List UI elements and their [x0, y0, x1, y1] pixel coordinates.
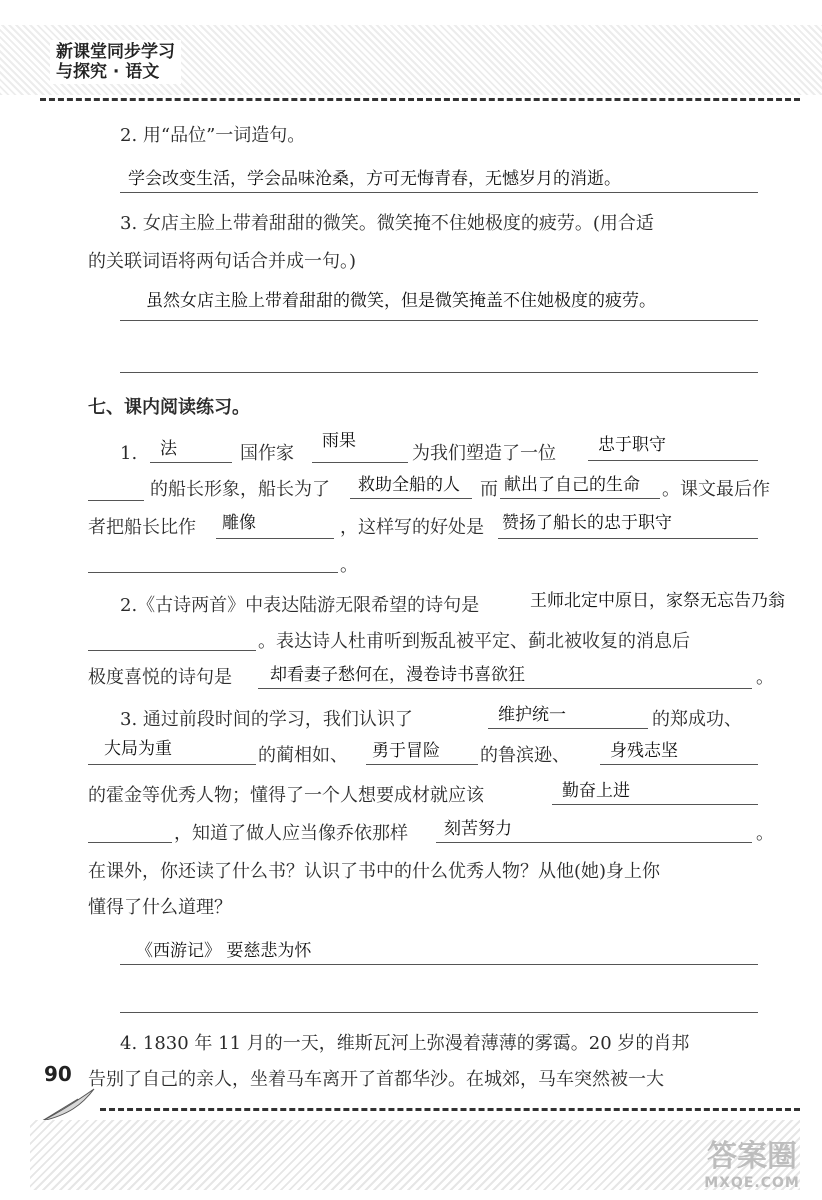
- i3-period: 。: [756, 823, 774, 844]
- i3-text-lin: 的蔺相如、: [258, 745, 348, 766]
- i2-text-lu: 2.《古诗两首》中表达陆游无限希望的诗句是: [120, 595, 480, 616]
- i3-line-huo: [600, 764, 758, 765]
- i3-line-qiao: [436, 842, 752, 843]
- i3-text-qiao: ，知道了做人应当像乔依那样: [174, 823, 408, 844]
- i1-num: 1.: [120, 443, 138, 464]
- i1-text-compare-pre: 者把船长比作: [88, 517, 196, 538]
- i3-line-should-cont: [88, 842, 172, 843]
- i1-answer-purpose: 救助全船的人: [358, 475, 460, 495]
- page-header: [0, 0, 822, 110]
- q3-answer-line: [120, 320, 758, 321]
- i3-answer-extra: 《西游记》 要慈悲为怀: [136, 941, 312, 961]
- i2-line-du: [258, 688, 752, 689]
- i3-line-lu: [366, 764, 478, 765]
- book-title: [50, 40, 181, 84]
- i3-text-zheng: 的郑成功、: [652, 709, 742, 730]
- i1-answer-author: 雨果: [322, 431, 356, 451]
- i3-text-extra-q1: 在课外，你还读了什么书？认识了书中的什么优秀人物？从他(她)身上你: [88, 861, 661, 882]
- i1-answer-compare: 雕像: [222, 513, 256, 533]
- i3-answer-zheng: 维护统一: [498, 705, 566, 725]
- i1-line-country: [150, 462, 232, 463]
- i1-text-trait-pre: 为我们塑造了一位: [412, 443, 556, 464]
- i1-answer-country: 法: [160, 439, 177, 459]
- book-title-line2: 与探究 · 语文: [56, 62, 160, 82]
- footer-divider: [100, 1108, 800, 1111]
- i2-line-lu-cont: [88, 650, 256, 651]
- i1-text-benefit-pre: ，这样写的好处是: [340, 517, 484, 538]
- i2-answer-du: 却看妻子愁何在，漫卷诗书喜欲狂: [270, 665, 525, 685]
- i1-line-trait-cont: [88, 500, 144, 501]
- i3-text-huo: 的霍金等优秀人物；懂得了一个人想要成材就应该: [88, 785, 484, 806]
- i3-answer-lin: 大局为重: [104, 739, 172, 759]
- i1-period: 。: [340, 555, 358, 576]
- i3-line-extra2: [120, 1012, 758, 1013]
- q2-prompt: 2. 用“品位”一词造句。: [120, 125, 306, 146]
- q3-answer: 虽然女店主脸上带着甜甜的微笑，但是微笑掩盖不住她极度的疲劳。: [146, 291, 656, 311]
- i1-answer-sacrifice: 献出了自己的生命: [504, 475, 640, 495]
- i3-line-zheng: [488, 728, 648, 729]
- i3-answer-qiao: 刻苦努力: [444, 819, 512, 839]
- i1-line-sacrifice: [500, 498, 660, 499]
- i4-line2: 告别了自己的亲人，坐着马车离开了首都华沙。在城郊，马车突然被一大: [88, 1069, 664, 1090]
- q3-blank-line: [120, 372, 758, 373]
- i2-text-du: 。表达诗人杜甫听到叛乱被平定、蓟北被收复的消息后: [258, 631, 690, 652]
- i3-text-extra-q2: 懂得了什么道理？: [88, 897, 232, 918]
- i2-text-du-pre: 极度喜悦的诗句是: [88, 667, 232, 688]
- i1-answer-trait: 忠于职守: [598, 435, 666, 455]
- watermark-logo-text: 答案圈: [707, 1139, 797, 1174]
- i3-text-lu: 的鲁滨逊、: [480, 745, 570, 766]
- q3-prompt-line2: 的关联词语将两句话合并成一句。): [88, 251, 357, 272]
- page-number: 90: [44, 1062, 72, 1086]
- i1-line-benefit: [498, 538, 758, 539]
- i3-text-intro: 3. 通过前段时间的学习，我们认识了: [120, 709, 413, 730]
- q2-answer-line: [120, 192, 758, 193]
- i1-line-purpose: [350, 498, 472, 499]
- i3-line-should: [552, 804, 758, 805]
- i4-line1: 4. 1830 年 11 月的一天，维斯瓦河上弥漫着薄薄的雾霭。20 岁的肖邦: [120, 1033, 690, 1054]
- i1-line-benefit-cont: [88, 572, 338, 573]
- i1-line-compare: [216, 538, 334, 539]
- i2-answer-lu: 王师北定中原日，家祭无忘告乃翁: [530, 591, 785, 611]
- watermark-url: MXQE.COM: [704, 1175, 800, 1191]
- i1-text-er: 而: [480, 479, 498, 500]
- watermark: [692, 1140, 812, 1192]
- i3-answer-should: 勤奋上进: [562, 781, 630, 801]
- i3-line-extra: [120, 964, 758, 965]
- i1-text-purpose-pre: 的船长形象，船长为了: [150, 479, 330, 500]
- q2-answer: 学会改变生活，学会品味沧桑，方可无悔青春，无憾岁月的消逝。: [128, 169, 621, 189]
- i2-period: 。: [756, 667, 774, 688]
- i1-answer-benefit: 赞扬了船长的忠于职守: [502, 513, 672, 533]
- i3-answer-lu: 勇于冒险: [372, 741, 440, 761]
- i1-text-ending: 。课文最后作: [662, 479, 770, 500]
- footer-pattern: [30, 1120, 800, 1190]
- header-divider: [40, 98, 800, 101]
- i1-text-author-pre: 国作家: [240, 443, 294, 464]
- i1-line-author: [312, 462, 408, 463]
- section7-title: 七、课内阅读练习。: [88, 397, 250, 418]
- i3-line-lin: [88, 764, 256, 765]
- q3-prompt-line1: 3. 女店主脸上带着甜甜的微笑。微笑掩不住她极度的疲劳。(用合适: [120, 213, 654, 234]
- i3-answer-huo: 身残志坚: [610, 741, 678, 761]
- book-title-line1: 新课堂同步学习: [56, 42, 175, 62]
- i1-line-trait: [588, 460, 758, 461]
